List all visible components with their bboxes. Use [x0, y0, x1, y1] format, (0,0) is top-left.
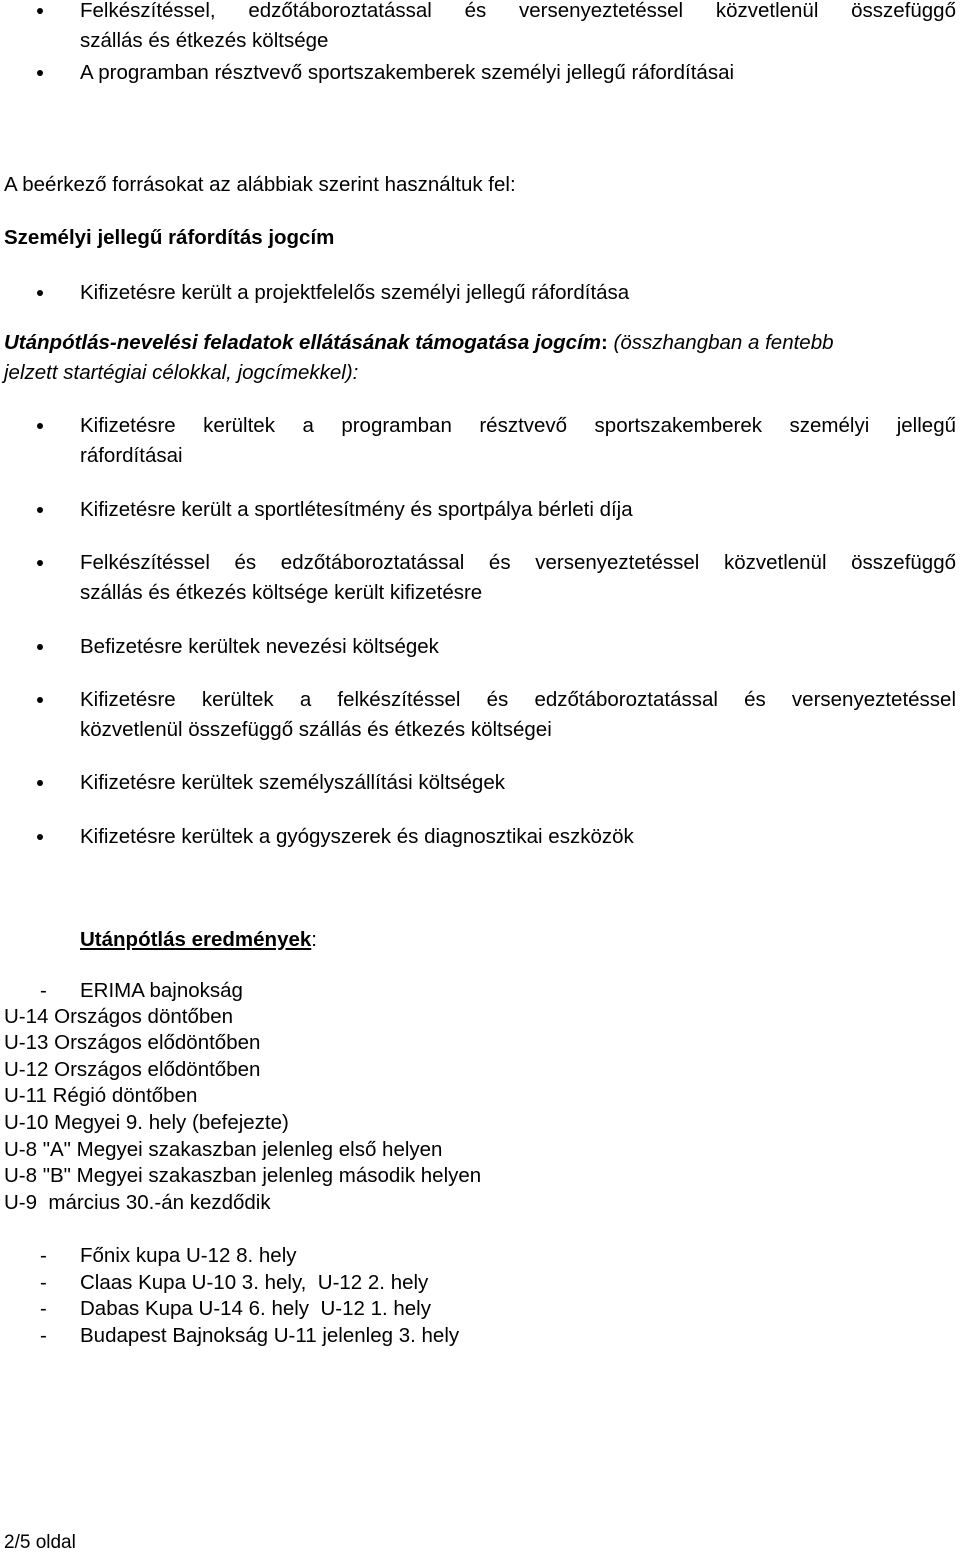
list-item-line: Kifizetésre kerültek a gyógyszerek és diagnosztikai eszközök: [80, 825, 634, 848]
list-item-line: Felkészítéssel, edzőtáboroztatással és versenyeztetéssel közvetlenül összefüggő: [80, 0, 956, 22]
dash-marker: -: [40, 979, 47, 1002]
cup-item: [0, 1270, 700, 1296]
intro-text: A beérkező forrásokat az alábbiak szerint használtuk fel:: [4, 173, 516, 196]
list-item-line: Kifizetésre került a projektfelelős személyi jellegű ráfordítása: [80, 281, 630, 304]
bullet-icon: [37, 70, 43, 76]
youth-heading-line2: jelzett startégiai célokkal, jogcímekkel):: [4, 361, 359, 384]
result-line: U-13 Országos elődöntőben: [4, 1031, 261, 1054]
youth-heading: [4, 329, 956, 387]
bullet-icon: [37, 644, 43, 650]
championship-text: ERIMA bajnokság: [80, 979, 243, 1002]
list-item-line: Kifizetésre kerültek a programban résztvevő sportszakemberek személyi jellegű: [80, 414, 956, 437]
cup-item: [0, 1323, 700, 1349]
cup-text: Claas Kupa U-10 3. hely, U-12 2. hely: [80, 1271, 429, 1294]
cup-text: Főnix kupa U-12 8. hely: [80, 1244, 297, 1267]
list-item-line: Kifizetésre kerültek személyszállítási költségek: [80, 771, 505, 794]
result-line: U-12 Országos elődöntőben: [4, 1058, 261, 1081]
list-item-line: A programban résztvevő sportszakemberek személyi jellegű ráfordításai: [80, 61, 735, 84]
personal-heading: Személyi jellegű ráfordítás jogcím: [4, 226, 335, 249]
youth-heading-rest: (összhangban a fentebb: [607, 331, 834, 354]
bullet-icon: [37, 560, 43, 566]
list-item-line: Kifizetésre került a sportlétesítmény és sportpálya bérleti díja: [80, 498, 633, 521]
bullet-icon: [37, 780, 43, 786]
list-item-line: szállás és étkezés költsége: [80, 29, 329, 52]
bullet-icon: [37, 834, 43, 840]
cup-text: Dabas Kupa U-14 6. hely U-12 1. hely: [80, 1297, 431, 1320]
list-item-line: Befizetésre kerültek nevezési költségek: [80, 635, 439, 658]
championship-item: [0, 978, 700, 1004]
dash-marker: -: [40, 1324, 47, 1347]
bullet-icon: [37, 8, 43, 14]
result-line: U-9 március 30.-án kezdődik: [4, 1191, 271, 1214]
bullet-icon: [37, 507, 43, 513]
results-heading-colon: :: [311, 928, 317, 951]
list-item-line: ráfordításai: [80, 444, 183, 467]
bullet-icon: [37, 697, 43, 703]
page-number: 2/5 oldal: [4, 1532, 76, 1553]
list-item-line: szállás és étkezés költsége került kifizetésre: [80, 581, 483, 604]
dash-marker: -: [40, 1271, 47, 1294]
cup-item: [0, 1296, 700, 1322]
youth-heading-bold: Utánpótlás-nevelési feladatok ellátásának támogatása jogcím: [4, 331, 601, 354]
results-heading: [80, 927, 317, 953]
results-heading-text: Utánpótlás eredmények: [80, 928, 312, 951]
result-line: U-11 Régió döntőben: [4, 1084, 198, 1107]
dash-marker: -: [40, 1297, 47, 1320]
bullet-icon: [37, 290, 43, 296]
result-line: U-8 "A" Megyei szakaszban jelenleg első helyen: [4, 1138, 443, 1161]
list-item-line: Felkészítéssel és edzőtáboroztatással és versenyeztetéssel közvetlenül összefüggő: [80, 551, 956, 574]
result-line: U-14 Országos döntőben: [4, 1005, 234, 1028]
result-line: U-8 "B" Megyei szakaszban jelenleg második helyen: [4, 1164, 482, 1187]
youth-heading-colon: :: [601, 331, 608, 354]
list-item-line: Kifizetésre kerültek a felkészítéssel és edzőtáboroztatással és versenyeztetéssel: [80, 688, 956, 711]
result-line: U-10 Megyei 9. hely (befejezte): [4, 1111, 289, 1134]
youth-heading-line: [4, 329, 956, 357]
bullet-icon: [37, 423, 43, 429]
cup-item: [0, 1243, 700, 1269]
cup-text: Budapest Bajnokság U-11 jelenleg 3. hely: [80, 1324, 460, 1347]
list-item-line: közvetlenül összefüggő szállás és étkezés költségei: [80, 718, 552, 741]
dash-marker: -: [40, 1244, 47, 1267]
